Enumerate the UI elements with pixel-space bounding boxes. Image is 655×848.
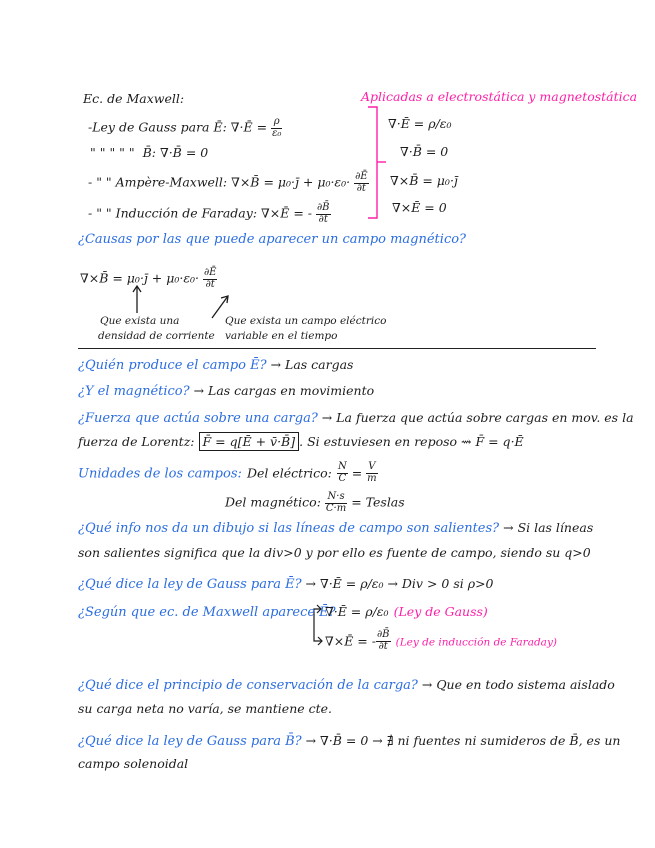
note-field-2: variable en el tiempo [225,330,338,342]
eq-faraday: - " " Inducción de Faraday: ∇×Ē = - $\frac{\partial B̄}{\partial t}$ [88,202,330,225]
right-eq-1: ∇·Ē = ρ/ε₀ [388,116,452,131]
right-eq-3: ∇×B̄ = μ₀·j̄ [390,173,458,188]
pink-bracket [368,107,377,218]
question-causes: ¿Causas por las que puede aparecer un campo magnético? [78,232,467,247]
qa-8: ¿Qué dice el principio de conservación de la carga? → Que en todo sistema aislado [78,677,615,693]
eq-gauss-b: " " " " " B̄: ∇·B̄ = 0 [90,145,209,160]
section-divider [78,348,596,349]
right-eq-2: ∇·B̄ = 0 [400,144,449,159]
note-current-1: Que exista una [100,315,180,327]
right-eq-4: ∇×Ē = 0 [392,200,447,215]
qa-6: ¿Qué dice la ley de Gauss para Ē? → ∇·Ē = ρ/ε₀ → Div > 0 si ρ>0 [78,576,494,592]
qa-5-cont: son salientes significa que la div>0 y por ello es fuente de campo, siendo su q>0 [78,545,591,560]
qa-4-mag: Del magnético: $\frac{N\cdot s}{C\cdot m}$ = Teslas [225,491,405,514]
qa-4: Unidades de los campos: Del eléctrico: $\frac{N}{C}$ = $\frac{V}{m}$ [78,461,377,484]
note-current-2: densidad de corriente [98,330,215,342]
qa-7: ¿Según que ec. de Maxwell aparece Ē? [78,605,336,620]
eq-gauss-e: -Ley de Gauss para Ē: ∇·Ē = $\frac{\rho}{\text{ε₀}}$ [88,116,282,139]
qa-3: ¿Fuerza que actúa sobre una carga? → La fuerza que actúa sobre cargas en mov. es la [78,410,634,426]
applied-label: Aplicadas a electrostática y magnetostática [361,89,638,104]
qa-9-cont: campo solenoidal [78,756,189,771]
note-field-1: Que exista un campo eléctrico [225,315,387,327]
qa-5: ¿Qué info nos da un dibujo si las líneas de campo son salientes? → Si las líneas [78,520,594,536]
qa-3-cont: fuerza de Lorentz: F̄ = q[Ē + v̄·B̄] . Si estuviesen en reposo ⇝ F̄ = q·Ē [78,434,524,449]
maxwell-title: Ec. de Maxwell: [83,91,185,106]
qa-1: ¿Quién produce el campo Ē? → Las cargas [78,357,354,373]
qa-2: ¿Y el magnético? → Las cargas en movimiento [78,383,375,399]
qa-7-e1: ∇·Ē = ρ/ε₀ (Ley de Gauss) [325,604,488,619]
qa-7-e2: ∇×Ē = - $\frac{\partial B̄}{\partial t}$ (Ley de inducción de Faraday) [325,629,557,652]
qa-9: ¿Qué dice la ley de Gauss para B̄? → ∇·B̄ = 0 → ∄ ni fuentes ni sumideros de B̄, es un [78,733,621,749]
eq-ampere: - " " Ampère-Maxwell: ∇×B̄ = μ₀·j̄ + μ₀·ε₀· $\frac{\partial Ē}{\partial t}$ [88,171,368,194]
qa-8-cont: su carga neta no varía, se mantiene cte. [78,701,333,716]
causes-equation: ∇×B̄ = μ₀·j̄ + μ₀·ε₀· $\frac{\partial Ē}{\partial t}$ [80,267,217,290]
